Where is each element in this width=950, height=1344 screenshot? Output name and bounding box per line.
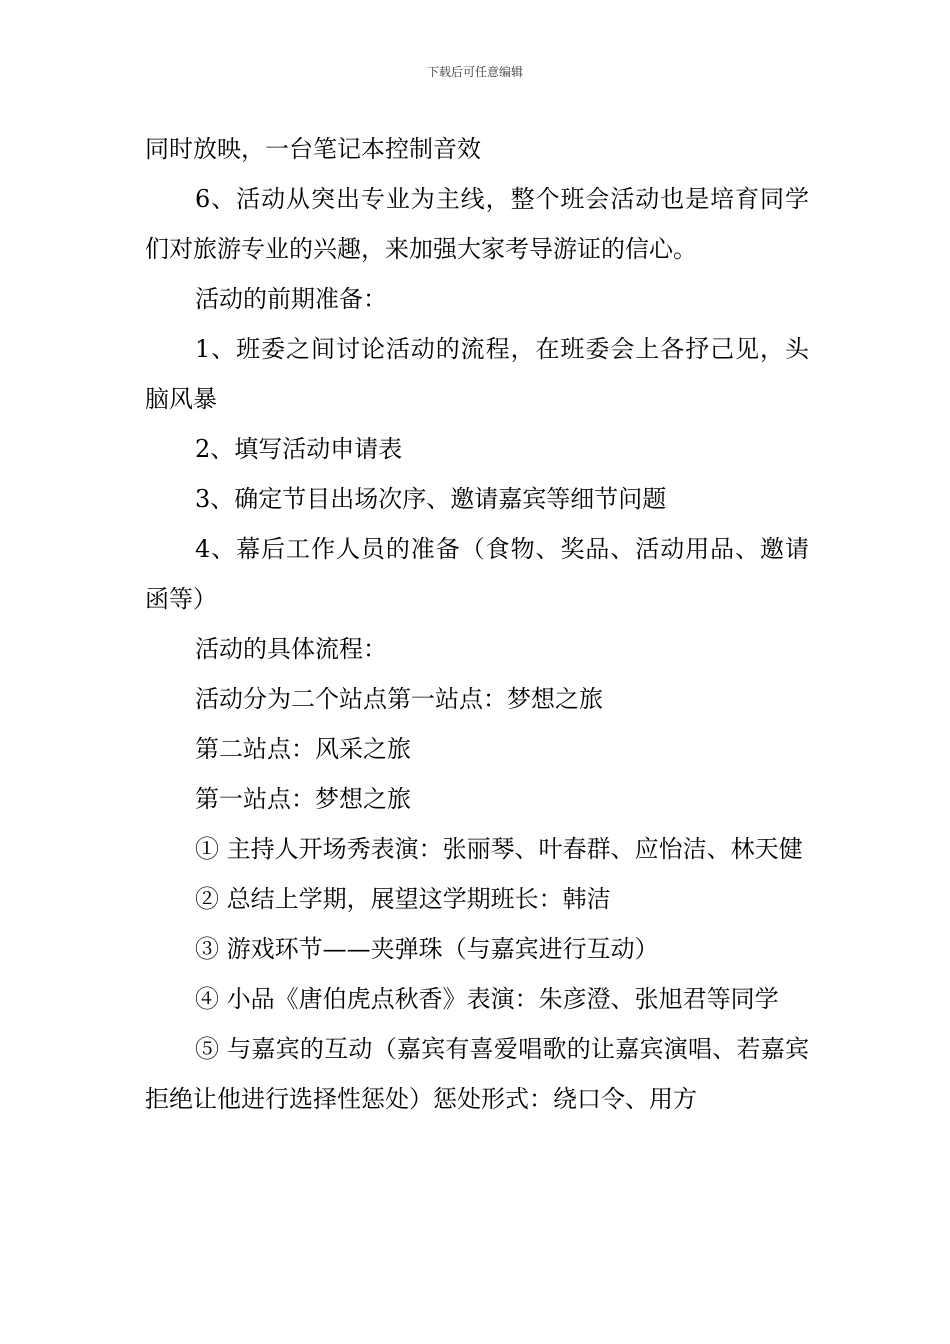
document-body xyxy=(145,124,809,1124)
page-header-note: 下载后可任意编辑 xyxy=(426,65,523,79)
paragraph-15: ④ 小品《唐伯虎点秋香》表演：朱彦澄、张旭君等同学 xyxy=(195,985,779,1013)
paragraph-13: ② 总结上学期，展望这学期班长：韩洁 xyxy=(195,885,611,913)
paragraph-16: ⑤ 与嘉宾的互动（嘉宾有喜爱唱歌的让嘉宾演唱、若嘉宾拒绝让他进行选择性惩处）惩处形式：绕口令、用方 xyxy=(145,1035,809,1113)
paragraph-2: 6、活动从突出专业为主线，整个班会活动也是培育同学们对旅游专业的兴趣，来加强大家考导游证的信心。 xyxy=(145,185,809,263)
paragraph-11: 第一站点：梦想之旅 xyxy=(195,785,411,813)
paragraph-4: 1、班委之间讨论活动的流程，在班委会上各抒己见，头脑风暴 xyxy=(145,335,809,413)
paragraph-7: 4、幕后工作人员的准备（食物、奖品、活动用品、邀请函等） xyxy=(145,535,809,613)
paragraph-3: 活动的前期准备： xyxy=(195,285,387,313)
paragraph-9: 活动分为二个站点第一站点：梦想之旅 xyxy=(195,685,603,713)
paragraph-14: ③ 游戏环节——夹弹珠（与嘉宾进行互动） xyxy=(195,935,659,963)
paragraph-12: ① 主持人开场秀表演：张丽琴、叶春群、应怡洁、林天健 xyxy=(195,835,803,863)
paragraph-10: 第二站点：风采之旅 xyxy=(195,735,411,763)
paragraph-1: 同时放映，一台笔记本控制音效 xyxy=(145,135,481,163)
paragraph-8: 活动的具体流程： xyxy=(195,635,387,663)
paragraph-6: 3、确定节目出场次序、邀请嘉宾等细节问题 xyxy=(195,485,667,513)
paragraph-5: 2、填写活动申请表 xyxy=(195,435,403,463)
